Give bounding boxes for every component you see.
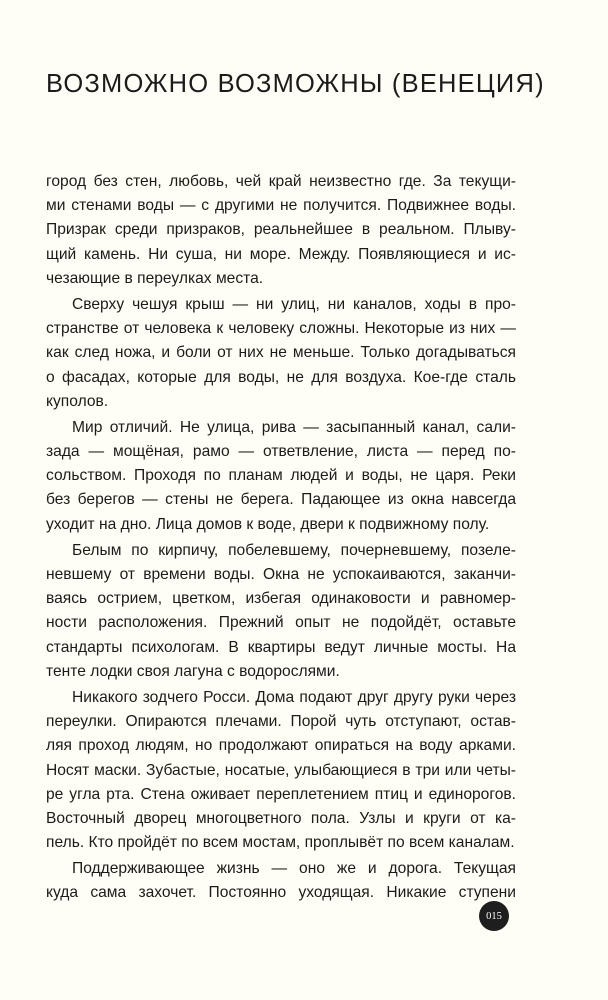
paragraph: [46, 416, 516, 537]
text-line: ми стенами воды — с другими не получится. Подвижнее воды.: [46, 197, 516, 215]
text-line: Поддерживающее жизнь — оно же и дорога. Текущая: [72, 860, 516, 878]
text-line: без берегов — стены не берега. Падающее из окна навсегда: [46, 491, 516, 509]
paragraph: [46, 539, 516, 684]
text-line: Мир отличий. Не улица, рива — засыпанный канал, сали-: [72, 418, 516, 436]
paragraph: [46, 170, 516, 291]
text-line: невшему от времени воды. Окна не успокаиваются, заканчи-: [46, 566, 516, 583]
text-line: о фасадах, которые для воды, не для воздуха. Кое-где сталь: [46, 368, 516, 386]
text-line: зада — мощёная, рамо — ответвление, листа — перед по-: [46, 443, 516, 461]
text-line: Восточный дворец многоцветного пола. Узлы и круги от ка-: [46, 809, 516, 827]
text-line: Сверху чешуя крыш — ни улиц, ни каналов, ходы в про-: [72, 295, 516, 313]
text-line: ляя проход людям, но продолжают опираться на воду арками.: [46, 737, 516, 755]
text-line: Белым по кирпичу, побелевшему, почерневшему, позеле-: [72, 541, 516, 559]
text-line: Носят маски. Зубастые, носатые, улыбающиеся в три или четы-: [46, 761, 516, 779]
text-line: чезающие в переулках места.: [46, 269, 264, 287]
text-line: стандарты психологам. В квартиры ведут личные мосты. На: [46, 638, 516, 656]
text-line: Призрак среди призраков, реальнейшее в реальном. Плыву-: [46, 221, 516, 239]
paragraph: [46, 293, 516, 414]
text-line: переулки. Опираются плечами. Порой чуть отступают, остав-: [46, 713, 516, 731]
chapter-title: ВОЗМОЖНО ВОЗМОЖНЫ (ВЕНЕЦИЯ): [46, 70, 545, 98]
text-line: уходит на дно. Лица домов к воде, двери к подвижному полу.: [46, 515, 490, 533]
text-line: пель. Кто пройдёт по всем мостам, проплывёт по всем каналам.: [46, 834, 515, 852]
text-line: город без стен, любовь, чей край неизвестно где. За текущи-: [46, 173, 516, 190]
text-line: куда сама захочет. Постоянно уходящая. Никакие ступени: [46, 884, 516, 902]
page-number-badge: 015: [479, 901, 509, 931]
text-line: ности расположения. Прежний опыт не подойдёт, оставьте: [46, 614, 516, 632]
text-line: странстве от человека к человеку сложны. Некоторые из них —: [46, 320, 516, 338]
text-line: сольством. Проходя по планам людей и воды, не царя. Реки: [46, 467, 516, 485]
text-line: как след ножа, и боли от них не меньше. Только догадываться: [46, 344, 516, 362]
text-line: ре угла рта. Стена оживает переплетением птиц и единорогов.: [46, 785, 516, 803]
text-line: Никакого зодчего Росси. Дома подают друг другу руки через: [72, 688, 516, 706]
text-line: щий камень. Ни суша, ни море. Между. Появляющиеся и ис-: [46, 245, 516, 263]
paragraph: [46, 686, 516, 855]
body-text: [46, 170, 516, 908]
paragraph: [46, 857, 516, 905]
text-line: тенте лодки своя лагуна с водорослями.: [46, 662, 340, 680]
text-line: куполов.: [46, 392, 109, 410]
text-line: ваясь острием, цветком, избегая одинаковости и равномер-: [46, 590, 516, 608]
